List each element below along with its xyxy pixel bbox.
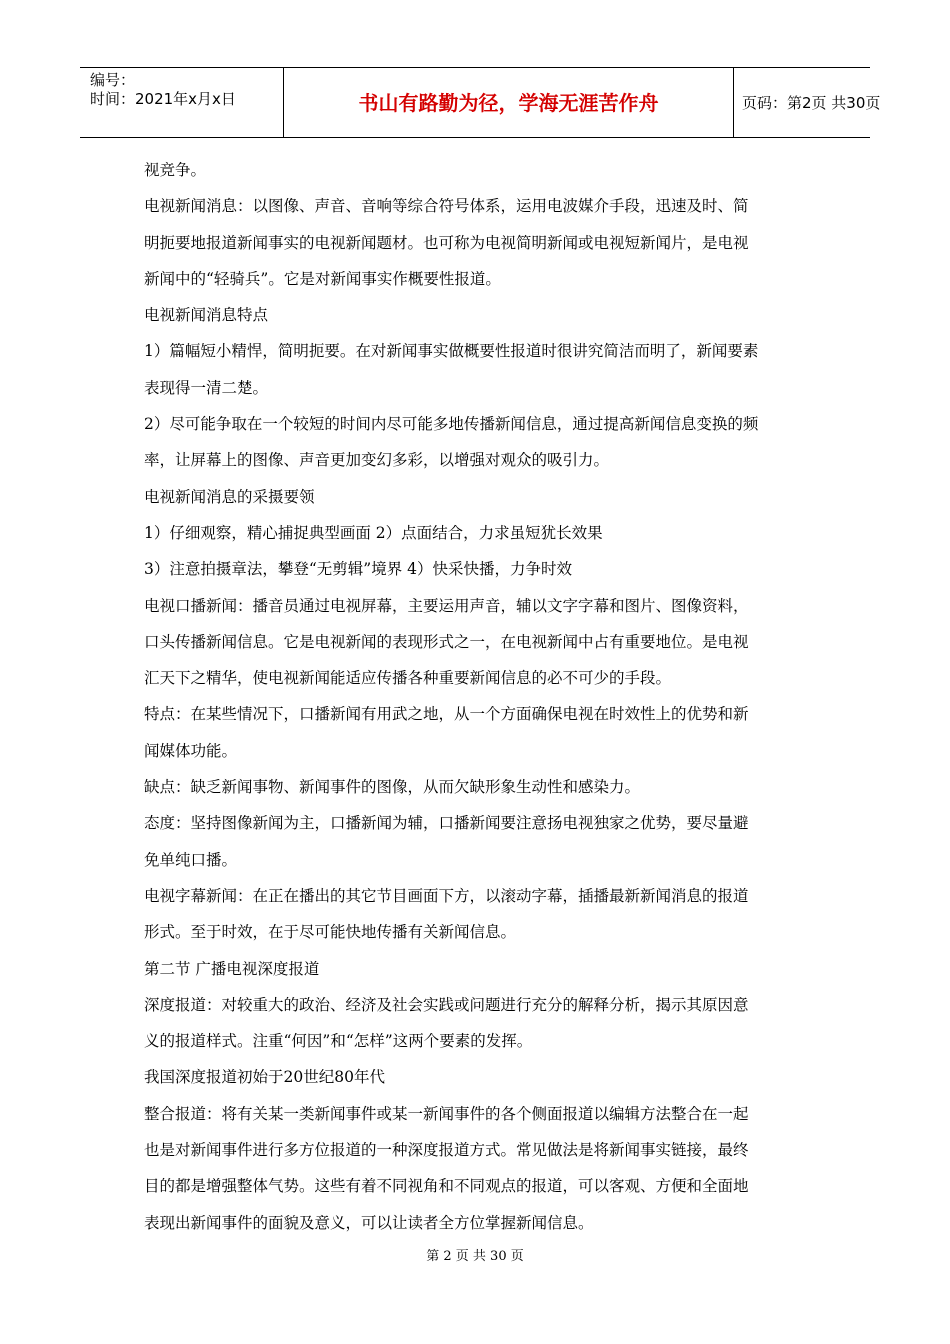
text-line: 新闻中的“轻骑兵”。它是对新闻事实作概要性报道。: [144, 269, 501, 288]
section-heading: 第二节 广播电视深度报道: [144, 959, 320, 978]
text-line: 形式。至于时效，在于尽可能快地传播有关新闻信息。: [144, 923, 517, 942]
motto-text: 书山有路勤为径，学海无涯苦作舟: [358, 91, 659, 115]
text-line: 率，让屏幕上的图像、声音更加变幻多彩，以增强对观众的吸引力。: [144, 451, 610, 470]
text-line: 整合报道：将有关某一类新闻事件或某一新闻事件的各个侧面报道以编辑方法整合在一起: [144, 1104, 749, 1123]
text-line: 2）尽可能争取在一个较短的时间内尽可能多地传播新闻信息，通过提高新闻信息变换的频: [144, 415, 759, 434]
text-line: 闻媒体功能。: [144, 741, 238, 760]
text-line: 电视字幕新闻：在正在播出的其它节目画面下方，以滚动字幕，插播最新新闻消息的报道: [144, 886, 749, 905]
page-footer: 第 2 页 共 30 页: [426, 1249, 524, 1264]
text-line: 深度报道：对较重大的政治、经济及社会实践或问题进行充分的解释分析，揭示其原因意: [144, 995, 749, 1014]
section-heading: 电视新闻消息特点: [144, 306, 269, 325]
header-page-cell: [734, 68, 881, 137]
text-line: 视竞争。: [144, 161, 207, 179]
text-line: 3）注意拍摄章法，攀登“无剪辑”境界 4）快采快播，力争时效: [144, 560, 573, 579]
text-line: 免单纯口播。: [144, 850, 238, 869]
serial-label: 编号：: [90, 71, 136, 89]
text-line: 1）仔细观察，精心捕捉典型画面 2）点面结合，力求虽短犹长效果: [144, 523, 603, 542]
text-line: 特点：在某些情况下，口播新闻有用武之地，从一个方面确保电视在时效性上的优势和新: [144, 705, 749, 724]
text-line: 也是对新闻事件进行多方位报道的一种深度报道方式。常见做法是将新闻事实链接，最终: [144, 1141, 749, 1160]
text-line: 明扼要地报道新闻事实的电视新闻题材。也可称为电视简明新闻或电视短新闻片，是电视: [144, 233, 749, 252]
text-line: 表现得一清二楚。: [144, 378, 269, 397]
text-line: 目的都是增强整体气势。这些有着不同视角和不同观点的报道，可以客观、方便和全面地: [144, 1177, 749, 1196]
body-text: [144, 152, 808, 1241]
section-heading: 电视新闻消息的采摄要领: [144, 487, 315, 506]
text-line: 我国深度报道初始于20世纪80年代: [144, 1068, 385, 1087]
text-line: 电视口播新闻：播音员通过电视屏幕，主要运用声音，辅以文字字幕和图片、图像资料，: [144, 596, 749, 615]
page-header: [80, 67, 881, 138]
text-line: 汇天下之精华，使电视新闻能适应传播各种重要新闻信息的必不可少的手段。: [144, 669, 672, 688]
text-line: 义的报道样式。注重“何因”和“怎样”这两个要素的发挥。: [144, 1032, 533, 1051]
text-line: 电视新闻消息：以图像、声音、音响等综合符号体系，运用电波媒介手段，迅速及时、简: [144, 197, 749, 216]
text-line: 口头传播新闻信息。它是电视新闻的表现形式之一，在电视新闻中占有重要地位。是电视: [144, 632, 749, 651]
date-label: 时间：2021年x月x日: [90, 90, 236, 108]
text-line: 表现出新闻事件的面貌及意义，可以让读者全方位掌握新闻信息。: [144, 1213, 594, 1232]
text-line: 态度：坚持图像新闻为主，口播新闻为辅，口播新闻要注意扬电视独家之优势，要尽量避: [144, 814, 749, 833]
text-line: 1）篇幅短小精悍，简明扼要。在对新闻事实做概要性报道时很讲究简洁而明了，新闻要素: [144, 342, 759, 361]
header-motto-cell: [283, 68, 734, 137]
header-meta-cell: [80, 68, 283, 137]
text-line: 缺点：缺乏新闻事物、新闻事件的图像，从而欠缺形象生动性和感染力。: [144, 778, 641, 797]
header-page-info: 页码：第2页 共30页: [742, 94, 881, 112]
